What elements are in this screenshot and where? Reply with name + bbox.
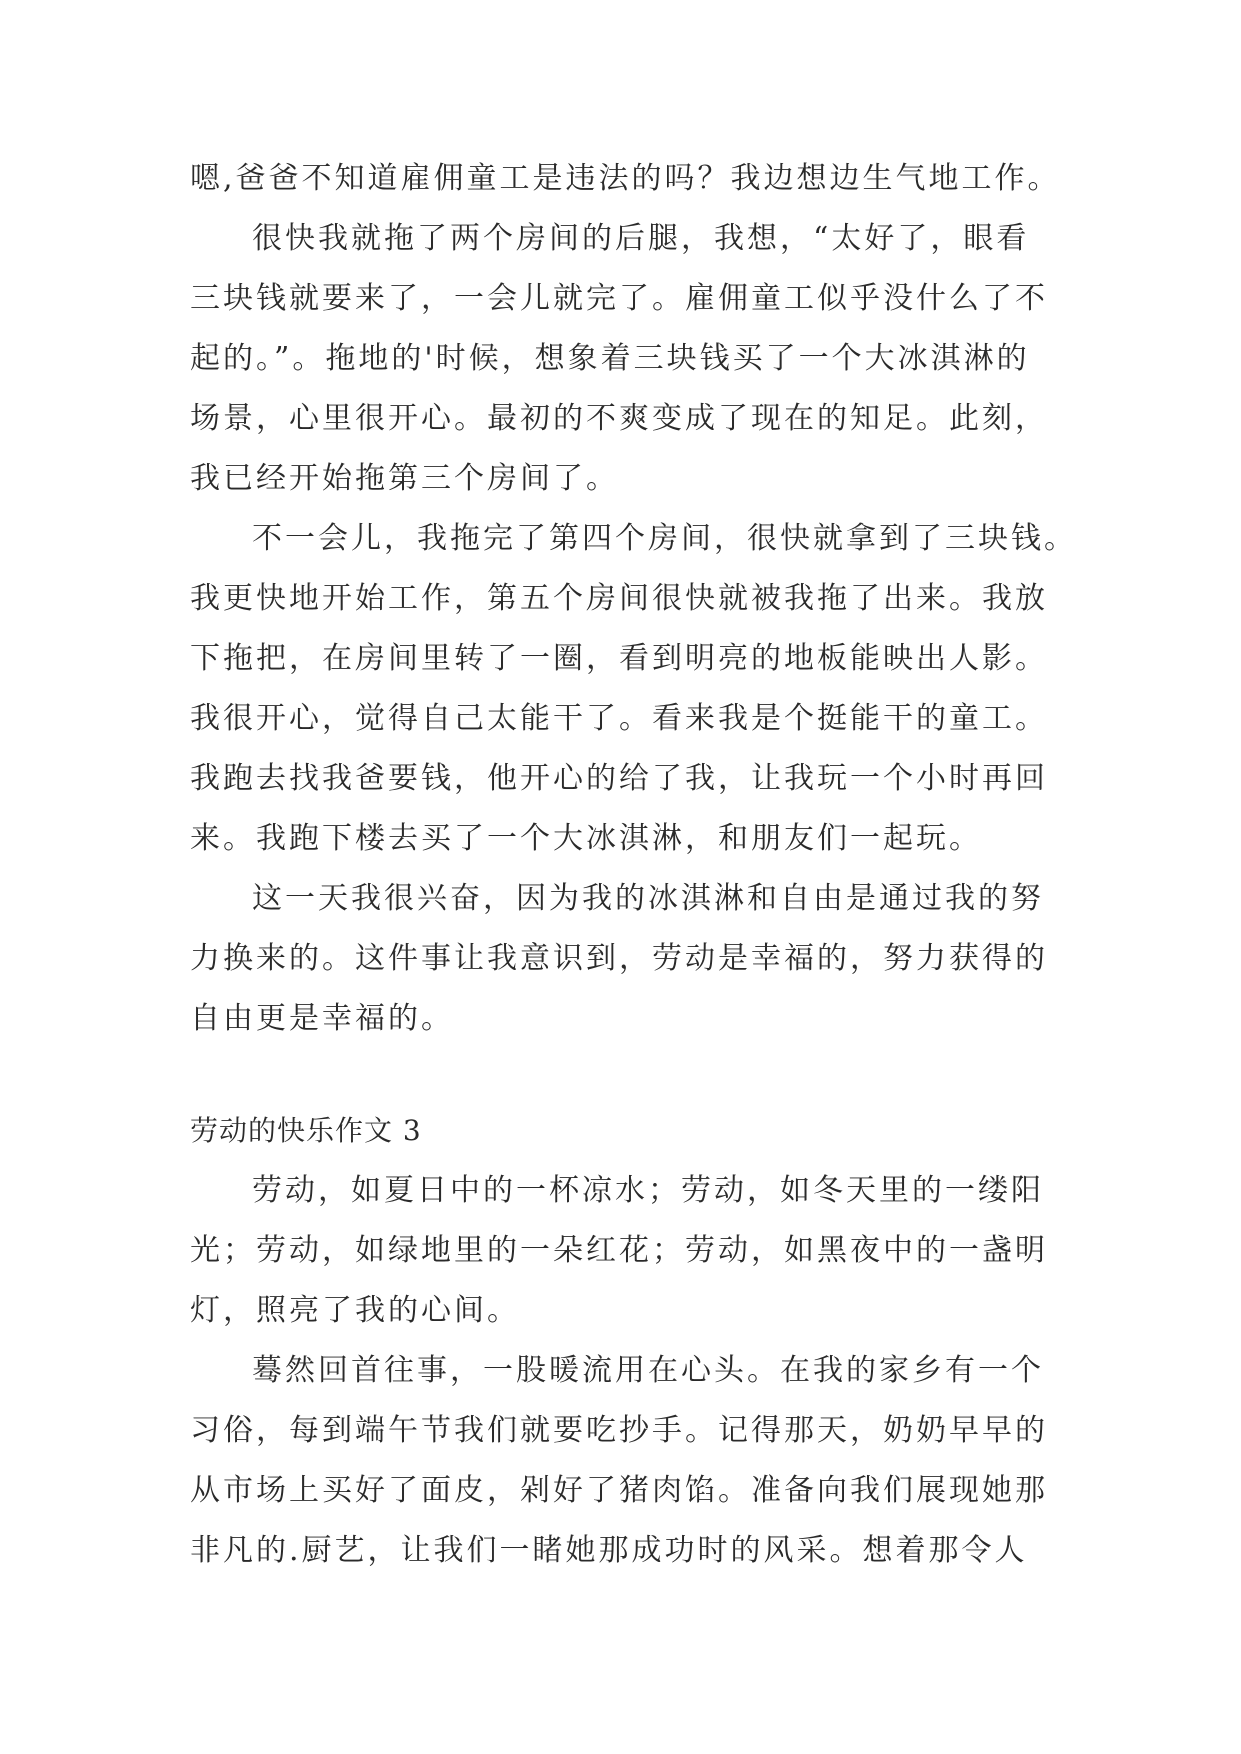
text-line: 灯，照亮了我的心间。: [190, 1293, 520, 1328]
text-line: 我很开心，觉得自己太能干了。看来我是个挺能干的童工。: [190, 701, 1048, 736]
text-line: 嗯,爸爸不知道雇佣童工是违法的吗？我边想边生气地工作。: [190, 161, 1061, 196]
text-line: 光；劳动，如绿地里的一朵红花；劳动，如黑夜中的一盏明: [190, 1233, 1048, 1268]
text-line: 非凡的.厨艺，让我们一睹她那成功时的风采。想着那令人: [190, 1533, 1028, 1568]
paragraph-start-line: 劳动，如夏日中的一杯凉水；劳动，如冬天里的一缕阳: [252, 1173, 1044, 1208]
text-line: 下拖把，在房间里转了一圈，看到明亮的地板能映出人影。: [190, 641, 1048, 676]
paragraph-start-line: 这一天我很兴奋，因为我的冰淇淋和自由是通过我的努: [252, 881, 1044, 916]
text-line: 习俗，每到端午节我们就要吃抄手。记得那天，奶奶早早的: [190, 1413, 1048, 1448]
text-line: 我更快地开始工作，第五个房间很快就被我拖了出来。我放: [190, 581, 1048, 616]
paragraph-start-line: 很快我就拖了两个房间的后腿，我想，“太好了，眼看: [252, 221, 1030, 256]
text-line: 自由更是幸福的。: [190, 1001, 454, 1036]
text-line: 我已经开始拖第三个房间了。: [190, 461, 619, 496]
text-line: 场景，心里很开心。最初的不爽变成了现在的知足。此刻，: [190, 401, 1048, 436]
text-line: 从市场上买好了面皮，剁好了猪肉馅。准备向我们展现她那: [190, 1473, 1048, 1508]
section-heading: 劳动的快乐作文 3: [190, 1114, 422, 1147]
text-line: 来。我跑下楼去买了一个大冰淇淋，和朋友们一起玩。: [190, 821, 982, 856]
text-line: 三块钱就要来了，一会儿就完了。雇佣童工似乎没什么了不: [190, 281, 1048, 316]
paragraph-start-line: 蓦然回首往事，一股暖流用在心头。在我的家乡有一个: [252, 1353, 1044, 1388]
paragraph-start-line: 不一会儿，我拖完了第四个房间，很快就拿到了三块钱。: [252, 521, 1077, 556]
text-line: 力换来的。这件事让我意识到，劳动是幸福的，努力获得的: [190, 941, 1048, 976]
text-line: 我跑去找我爸要钱，他开心的给了我，让我玩一个小时再回: [190, 761, 1048, 796]
text-line: 起的。”。拖地的'时候，想象着三块钱买了一个大冰淇淋的: [190, 341, 1030, 376]
